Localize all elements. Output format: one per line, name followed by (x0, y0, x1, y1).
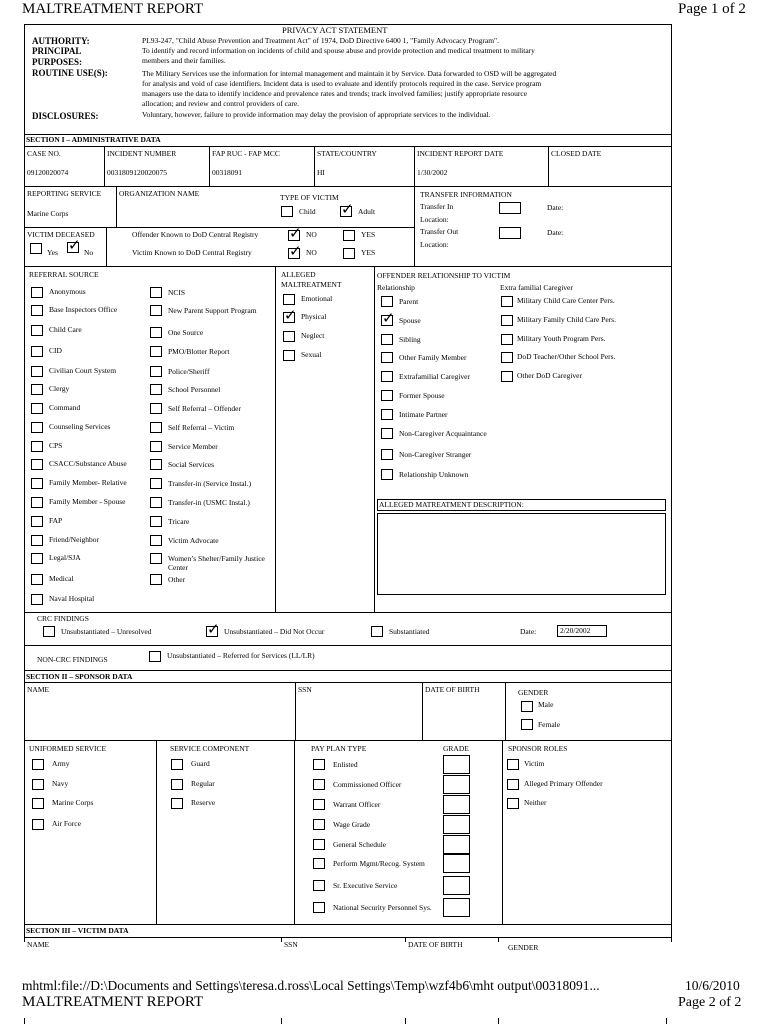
report-title: MALTREATMENT REPORT (22, 1, 204, 17)
alleged-heading-2: MALTREATMENT (281, 280, 342, 289)
rel-extrafamilial-caregiver-checkbox[interactable] (381, 371, 393, 382)
description-label: ALLEGED MATREATMENT DESCRIPTION: (379, 500, 524, 509)
rel-non-caregiver-stranger-label: Non-Caregiver Stranger (399, 450, 472, 459)
payplan-national-security-personnel-sys-label: National Security Personnel Sys. (333, 903, 432, 912)
rel-other-family-member-checkbox[interactable] (381, 352, 393, 363)
ref-transfer-in-service-instal-label: Transfer-in (Service Instal.) (168, 479, 252, 488)
alleged-emotional-checkbox[interactable] (283, 294, 295, 305)
disclosures-text: Voluntary, however, failure to provide information may delay the provision of appropriate services to the individual. (142, 110, 491, 119)
divider (24, 266, 672, 267)
alleged-emotional-label: Emotional (301, 294, 333, 303)
routine-label: ROUTINE USE(S): (32, 68, 108, 78)
ref-pmo-blotter-report-checkbox[interactable] (150, 346, 162, 357)
authority-label: AUTHORITY: (32, 36, 90, 46)
referred-label: Unsubstantiated – Referred for Services (LL/LR) (167, 651, 315, 660)
ref-fap-label: FAP (49, 516, 63, 525)
divider (156, 740, 157, 924)
ref-command-checkbox[interactable] (31, 403, 43, 414)
frame-right (671, 24, 672, 942)
report-date-label: INCIDENT REPORT DATE (417, 149, 504, 158)
crc-date-label: Date: (520, 627, 537, 636)
rel-sibling-checkbox[interactable] (381, 334, 393, 345)
rel-military-youth-program-pers-label: Military Youth Program Pers. (517, 334, 606, 343)
ref-service-member-checkbox[interactable] (150, 441, 162, 452)
payplan-wage-grade-label: Wage Grade (333, 820, 371, 829)
offender-registry-no-checkbox[interactable] (288, 230, 300, 241)
divider (505, 682, 506, 740)
sponsor-female-checkbox[interactable] (521, 719, 533, 730)
unsub-unresolved-checkbox[interactable] (43, 626, 55, 637)
incident-number-value: 0031809120020075 (107, 168, 167, 177)
rel-military-child-care-center-pers-checkbox[interactable] (501, 296, 513, 307)
page-number: Page 1 of 2 (678, 1, 746, 17)
ref-police-sheriff-label: Police/Sheriff (168, 367, 210, 376)
fap-ruc-value: 00318091 (212, 168, 242, 177)
section-3-heading: SECTION III – VICTIM DATA (26, 926, 129, 935)
rel-relationship-unknown-checkbox[interactable] (381, 469, 393, 480)
rel-dod-teacher-other-school-pers-label: DoD Teacher/Other School Pers. (517, 352, 616, 361)
component-guard-checkbox[interactable] (171, 759, 183, 770)
rel-military-family-child-care-pers-label: Military Family Child Care Pers. (517, 315, 616, 324)
ref-ncis-checkbox[interactable] (150, 287, 162, 298)
ref-women-s-shelter-family-justice-center-label: Women’s Shelter/Family Justice Center (168, 554, 265, 572)
ref-new-parent-support-program-label: New Parent Support Program (168, 306, 257, 315)
rel-other-dod-caregiver-checkbox[interactable] (501, 371, 513, 382)
principal-label: PRINCIPAL (32, 46, 82, 56)
child-label: Child (299, 207, 316, 216)
rel-extrafamilial-caregiver-label: Extrafamilial Caregiver (399, 372, 471, 381)
ref-social-services-label: Social Services (168, 460, 215, 469)
divider (405, 1018, 406, 1024)
divider (24, 682, 672, 683)
frame-left (24, 24, 25, 942)
sponsor-male-checkbox[interactable] (521, 701, 533, 712)
ref-medical-checkbox[interactable] (31, 574, 43, 585)
divider (294, 740, 295, 924)
ref-counseling-services-label: Counseling Services (49, 422, 111, 431)
ref-base-inspectors-office-checkbox[interactable] (31, 305, 43, 316)
alleged-sexual-checkbox[interactable] (283, 350, 295, 361)
role-alleged-primary-offender-checkbox[interactable] (507, 779, 519, 790)
offender-registry-yes-checkbox[interactable] (343, 230, 355, 241)
page-2-title: MALTREATMENT REPORT (22, 994, 204, 1010)
section-1-heading: SECTION I – ADMINISTRATIVE DATA (26, 135, 161, 144)
component-reserve-label: Reserve (191, 798, 216, 807)
offender-registry-label: Offender Known to DoD Central Registry (132, 230, 259, 239)
role-victim-checkbox[interactable] (507, 759, 519, 770)
uniformed-air-force-checkbox[interactable] (32, 819, 44, 830)
crc-heading: CRC FINDINGS (37, 614, 89, 623)
uniformed-army-checkbox[interactable] (32, 759, 44, 770)
divider (422, 682, 423, 740)
ref-school-personnel-label: School Personnel (168, 385, 221, 394)
ref-cps-checkbox[interactable] (31, 441, 43, 452)
routine-text-4: allocation; and review and control providers of care. (142, 99, 300, 108)
divider (414, 146, 415, 186)
ref-anonymous-label: Anonymous (49, 287, 86, 296)
victim-registry-label: Victim Known to DoD Central Registry (132, 248, 252, 257)
ref-cid-checkbox[interactable] (31, 346, 43, 357)
divider (24, 645, 672, 646)
sponsor-female-label: Female (538, 720, 561, 729)
alleged-physical-checkbox[interactable] (283, 312, 295, 323)
grade-label: GRADE (443, 744, 469, 753)
authority-text: PL93-247, "Child Abuse Prevention and Treatment Act" of 1974, DoD Directive 6400 1, "Family Advocacy Program". (142, 36, 499, 45)
state-value: HI (317, 168, 325, 177)
component-reserve-checkbox[interactable] (171, 798, 183, 809)
transfer-label: TRANSFER INFORMATION (420, 190, 512, 199)
component-regular-label: Regular (191, 779, 215, 788)
rel-non-caregiver-acquaintance-checkbox[interactable] (381, 428, 393, 439)
deceased-no-checkbox[interactable] (67, 242, 79, 253)
alleged-neglect-label: Neglect (301, 331, 325, 340)
payplan-perform-mgmt-recog-system-checkbox[interactable] (313, 858, 325, 869)
payplan-wage-grade-checkbox[interactable] (313, 819, 325, 830)
role-alleged-primary-offender-label: Alleged Primary Offender (524, 779, 603, 788)
adult-label: Adult (358, 207, 376, 216)
ref-social-services-checkbox[interactable] (150, 459, 162, 470)
org-name-label: ORGANIZATION NAME (119, 189, 200, 198)
payplan-enlisted-checkbox[interactable] (313, 759, 325, 770)
payplan-commissioned-officer-checkbox[interactable] (313, 779, 325, 790)
ref-legal-sja-label: Legal/SJA (49, 553, 81, 562)
purposes-label: PURPOSES: (32, 57, 83, 67)
rel-spouse-checkbox[interactable] (381, 315, 393, 326)
offender-registry-no-label: NO (306, 230, 317, 239)
footer-path: mhtml:file://D:\Documents and Settings\teresa.d.ross\Local Settings\Temp\wzf4b6\mht output\00318091... (22, 978, 600, 993)
purposes-text-1: To identify and record information on incidents of child and spouse abuse and provide protection and medical treatment to military (142, 46, 535, 55)
section-2-heading: SECTION II – SPONSOR DATA (26, 672, 133, 681)
ref-self-referral-victim-checkbox[interactable] (150, 422, 162, 433)
victim-name-label: NAME (27, 940, 50, 949)
ref-family-member-relative-checkbox[interactable] (31, 478, 43, 489)
payplan-general-schedule-grade-field[interactable] (443, 835, 470, 854)
divider (24, 670, 672, 671)
closed-date-label: CLOSED DATE (551, 149, 602, 158)
victim-dob-label: DATE OF BIRTH (408, 940, 463, 949)
ref-cps-label: CPS (49, 441, 63, 450)
divider (498, 937, 499, 942)
divider (24, 740, 672, 741)
extra-familial-subheading: Extra familial Caregiver (500, 283, 573, 292)
relationship-subheading: Relationship (377, 283, 415, 292)
rel-former-spouse-label: Former Spouse (399, 391, 445, 400)
ref-ncis-label: NCIS (168, 288, 186, 297)
ref-new-parent-support-program-checkbox[interactable] (150, 305, 162, 316)
uniformed-air-force-label: Air Force (52, 819, 81, 828)
divider (24, 924, 672, 925)
unsub-did-not-occur-checkbox[interactable] (206, 626, 218, 637)
rel-other-dod-caregiver-label: Other DoD Caregiver (517, 371, 582, 380)
deceased-yes-label: Yes (47, 248, 58, 257)
ref-fap-checkbox[interactable] (31, 516, 43, 527)
payplan-sr-executive-service-checkbox[interactable] (313, 880, 325, 891)
unsub-unresolved-label: Unsubstantiated – Unresolved (61, 627, 152, 636)
divider (281, 937, 282, 942)
payplan-enlisted-grade-field[interactable] (443, 755, 470, 774)
payplan-sr-executive-service-label: Sr. Executive Service (333, 881, 398, 890)
rel-intimate-partner-checkbox[interactable] (381, 409, 393, 420)
reporting-service-value: Marine Corps (27, 209, 69, 218)
divider (281, 1018, 282, 1024)
unsub-did-not-occur-label: Unsubstantiated – Did Not Occur (224, 627, 325, 636)
divider (104, 146, 105, 186)
alleged-heading-1: ALLEGED (281, 270, 316, 279)
ref-tricare-label: Tricare (168, 517, 190, 526)
rel-military-child-care-center-pers-label: Military Child Care Center Pers. (517, 296, 615, 305)
ref-other-label: Other (168, 575, 186, 584)
ref-child-care-checkbox[interactable] (31, 325, 43, 336)
transfer-out-location-label: Location: (420, 240, 449, 249)
divider (24, 937, 672, 938)
referred-checkbox[interactable] (149, 651, 161, 662)
reporting-service-label: REPORTING SERVICE (27, 189, 102, 198)
component-guard-label: Guard (191, 759, 210, 768)
ref-police-sheriff-checkbox[interactable] (150, 366, 162, 377)
divider (498, 1018, 499, 1024)
rel-non-caregiver-stranger-checkbox[interactable] (381, 449, 393, 460)
ref-other-checkbox[interactable] (150, 574, 162, 585)
fap-ruc-label: FAP RUC - FAP MCC (212, 149, 280, 158)
payplan-enlisted-label: Enlisted (333, 760, 358, 769)
sponsor-male-label: Male (538, 700, 554, 709)
rel-parent-label: Parent (399, 297, 419, 306)
transfer-out-label: Transfer Out (420, 227, 459, 236)
divider (548, 146, 549, 186)
routine-text-1: The Military Services use the information for internal management and maintain it by Service. Data forwarded to OSD will be aggregated (142, 69, 557, 78)
case-no-value: 09120020074 (27, 168, 69, 177)
routine-text-3: managers use the data to identify incidence and prevalence rates and trends; track involved families; justify appropriate resource (142, 89, 528, 98)
ref-one-source-checkbox[interactable] (150, 327, 162, 338)
ref-service-member-label: Service Member (168, 442, 218, 451)
ref-transfer-in-usmc-instal-label: Transfer-in (USMC Instal.) (168, 498, 250, 507)
ref-pmo-blotter-report-label: PMO/Blotter Report (168, 347, 230, 356)
case-no-label: CASE NO. (27, 149, 61, 158)
referral-heading: REFERRAL SOURCE (29, 270, 99, 279)
offender-registry-yes-label: YES (361, 230, 376, 239)
uniformed-marine-corps-checkbox[interactable] (32, 798, 44, 809)
description-field[interactable] (377, 513, 666, 595)
payplan-label: PAY PLAN TYPE (311, 744, 367, 753)
ref-victim-advocate-label: Victim Advocate (168, 536, 219, 545)
transfer-in-box[interactable] (499, 202, 521, 214)
ref-child-care-label: Child Care (49, 325, 82, 334)
victim-ssn-label: SSN (284, 940, 298, 949)
sponsor-dob-label: DATE OF BIRTH (425, 685, 480, 694)
ref-family-member-relative-label: Family Member- Relative (49, 478, 127, 487)
divider (295, 682, 296, 740)
rel-sibling-label: Sibling (399, 335, 421, 344)
alleged-neglect-checkbox[interactable] (283, 331, 295, 342)
roles-label: SPONSOR ROLES (508, 744, 568, 753)
payplan-wage-grade-grade-field[interactable] (443, 815, 470, 834)
rel-dod-teacher-other-school-pers-checkbox[interactable] (501, 352, 513, 363)
child-checkbox[interactable] (281, 206, 293, 217)
payplan-warrant-officer-label: Warrant Officer (333, 800, 381, 809)
divider (314, 146, 315, 186)
ref-tricare-checkbox[interactable] (150, 516, 162, 527)
uniformed-navy-checkbox[interactable] (32, 779, 44, 790)
divider (374, 266, 375, 612)
disclosures-label: DISCLOSURES: (32, 111, 99, 121)
divider (502, 740, 503, 924)
crc-date-value: 2/20/2002 (560, 626, 591, 635)
ref-school-personnel-checkbox[interactable] (150, 384, 162, 395)
deceased-no-label: No (84, 248, 94, 257)
payplan-commissioned-officer-grade-field[interactable] (443, 775, 470, 794)
ref-self-referral-offender-checkbox[interactable] (150, 403, 162, 414)
victim-registry-yes-checkbox[interactable] (343, 248, 355, 259)
ref-counseling-services-checkbox[interactable] (31, 422, 43, 433)
divider (106, 227, 107, 266)
ref-command-label: Command (49, 403, 81, 412)
alleged-physical-label: Physical (301, 312, 327, 321)
substantiated-checkbox[interactable] (371, 626, 383, 637)
victim-gender-label: GENDER (508, 943, 539, 952)
uniformed-navy-label: Navy (52, 779, 69, 788)
sponsor-gender-label: GENDER (518, 688, 549, 697)
role-neither-label: Neither (524, 798, 547, 807)
ref-one-source-label: One Source (168, 328, 204, 337)
sponsor-name-label: NAME (27, 685, 50, 694)
rel-former-spouse-checkbox[interactable] (381, 390, 393, 401)
rel-relationship-unknown-label: Relationship Unknown (399, 470, 469, 479)
ref-anonymous-checkbox[interactable] (31, 287, 43, 298)
ref-transfer-in-usmc-instal-checkbox[interactable] (150, 497, 162, 508)
payplan-general-schedule-label: General Schedule (333, 840, 387, 849)
payplan-sr-executive-service-grade-field[interactable] (443, 876, 470, 895)
transfer-in-date-label: Date: (547, 203, 564, 212)
adult-checkbox[interactable] (340, 206, 352, 217)
divider (209, 146, 210, 186)
divider (24, 186, 672, 187)
payplan-warrant-officer-checkbox[interactable] (313, 799, 325, 810)
routine-text-2: for analysis and void of case identifiers. Incident data is used to evaluate and identify protocols required in the case. Service program (142, 79, 542, 88)
ref-naval-hospital-label: Naval Hospital (49, 594, 95, 603)
footer-date: 10/6/2010 (685, 978, 740, 993)
rel-non-caregiver-acquaintance-label: Non-Caregiver Acquaintance (399, 429, 487, 438)
role-neither-checkbox[interactable] (507, 798, 519, 809)
component-label: SERVICE COMPONENT (170, 744, 250, 753)
transfer-out-box[interactable] (499, 227, 521, 239)
uniformed-label: UNIFORMED SERVICE (29, 744, 107, 753)
sponsor-ssn-label: SSN (298, 685, 312, 694)
incident-number-label: INCIDENT NUMBER (107, 149, 177, 158)
ref-self-referral-offender-label: Self Referral – Offender (168, 404, 241, 413)
state-label: STATE/COUNTRY (317, 149, 377, 158)
divider (24, 146, 672, 147)
role-victim-label: Victim (524, 759, 545, 768)
payplan-national-security-personnel-sys-checkbox[interactable] (313, 902, 325, 913)
page-2-number: Page 2 of 2 (678, 995, 742, 1010)
report-date-value: 1/30/2002 (417, 168, 448, 177)
ref-medical-label: Medical (49, 574, 74, 583)
victim-registry-no-label: NO (306, 248, 317, 257)
ref-friend-neighbor-checkbox[interactable] (31, 535, 43, 546)
rel-military-family-child-care-pers-checkbox[interactable] (501, 315, 513, 326)
page-break (0, 955, 768, 977)
victim-deceased-label: VICTIM DECEASED (27, 230, 95, 239)
ref-civilian-court-system-checkbox[interactable] (31, 366, 43, 377)
alleged-sexual-label: Sexual (301, 350, 322, 359)
rel-parent-checkbox[interactable] (381, 296, 393, 307)
component-regular-checkbox[interactable] (171, 779, 183, 790)
rel-military-youth-program-pers-checkbox[interactable] (501, 334, 513, 345)
ref-legal-sja-checkbox[interactable] (31, 553, 43, 564)
deceased-yes-checkbox[interactable] (30, 243, 42, 254)
ref-family-member-spouse-label: Family Member - Spouse (49, 497, 126, 506)
substantiated-label: Substantiated (389, 627, 430, 636)
divider (405, 937, 406, 942)
divider (666, 1018, 667, 1024)
ref-csacc-substance-abuse-label: CSACC/Substance Abuse (49, 459, 127, 468)
ref-clergy-checkbox[interactable] (31, 384, 43, 395)
payplan-commissioned-officer-label: Commissioned Officer (333, 780, 402, 789)
divider (24, 227, 414, 228)
ref-base-inspectors-office-label: Base Inspectors Office (49, 305, 118, 314)
ref-cid-label: CID (49, 346, 62, 355)
type-victim-label: TYPE OF VICTIM (280, 193, 339, 202)
divider (24, 1018, 25, 1024)
rel-spouse-label: Spouse (399, 316, 421, 325)
uniformed-marine-corps-label: Marine Corps (52, 798, 94, 807)
divider (24, 612, 672, 613)
purposes-text-2: members and their families. (142, 56, 226, 65)
ref-self-referral-victim-label: Self Referral – Victim (168, 423, 235, 432)
rel-intimate-partner-label: Intimate Partner (399, 410, 448, 419)
payplan-perform-mgmt-recog-system-label: Perform Mgmt/Recog. System (333, 859, 425, 868)
ref-transfer-in-service-instal-checkbox[interactable] (150, 478, 162, 489)
ref-naval-hospital-checkbox[interactable] (31, 594, 43, 605)
rel-other-family-member-label: Other Family Member (399, 353, 467, 362)
ref-friend-neighbor-label: Friend/Neighbor (49, 535, 99, 544)
offender-rel-heading: OFFENDER RELATIONSHIP TO VICTIM (377, 271, 511, 280)
ref-csacc-substance-abuse-checkbox[interactable] (31, 459, 43, 470)
ref-women-s-shelter-family-justice-center-checkbox[interactable] (150, 553, 162, 564)
payplan-general-schedule-checkbox[interactable] (313, 839, 325, 850)
victim-registry-no-checkbox[interactable] (288, 248, 300, 259)
payplan-perform-mgmt-recog-system-grade-field[interactable] (443, 854, 470, 873)
ref-civilian-court-system-label: Civilian Court System (49, 366, 117, 375)
divider (116, 186, 117, 227)
transfer-in-location-label: Location: (420, 215, 449, 224)
uniformed-army-label: Army (52, 759, 70, 768)
ref-clergy-label: Clergy (49, 384, 70, 393)
ref-family-member-spouse-checkbox[interactable] (31, 497, 43, 508)
privacy-heading: PRIVACY ACT STATEMENT (282, 25, 388, 35)
payplan-warrant-officer-grade-field[interactable] (443, 795, 470, 814)
transfer-in-label: Transfer In (420, 202, 454, 211)
payplan-national-security-personnel-sys-grade-field[interactable] (443, 898, 470, 917)
ref-victim-advocate-checkbox[interactable] (150, 535, 162, 546)
transfer-out-date-label: Date: (547, 228, 564, 237)
non-crc-label: NON-CRC FINDINGS (37, 655, 108, 664)
divider (414, 186, 415, 266)
victim-registry-yes-label: YES (361, 248, 376, 257)
